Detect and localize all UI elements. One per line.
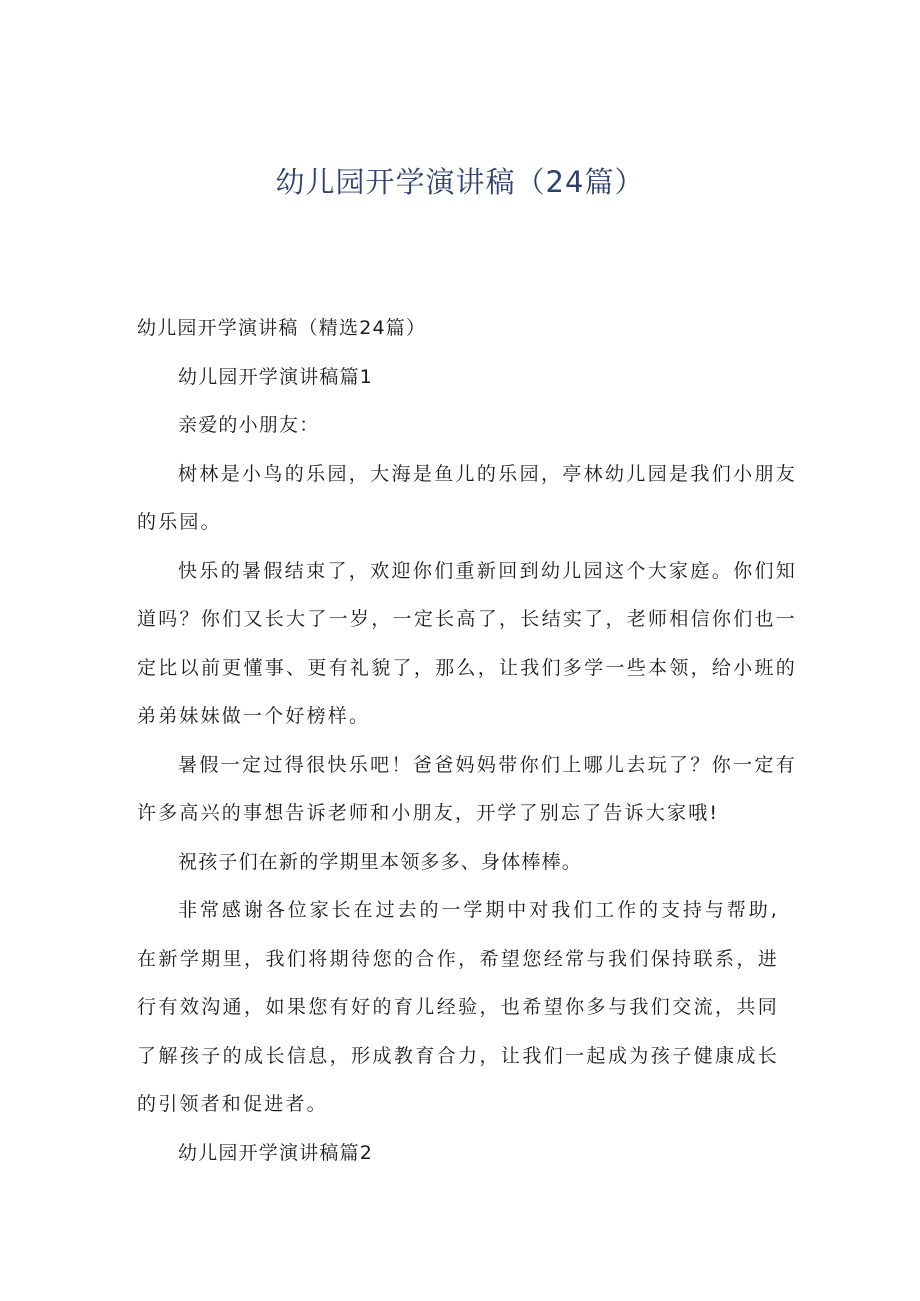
document-subtitle: 幼儿园开学演讲稿（精选24篇）: [137, 317, 427, 339]
paragraph: 暑假一定过得很快乐吧！爸爸妈妈带你们上哪儿去玩了？你一定有许多高兴的事想告诉老师和小朋友，开学了别忘了告诉大家哦!: [137, 753, 797, 824]
section-heading-2: 幼儿园开学演讲稿篇2: [178, 1141, 374, 1164]
greeting: 亲爱的小朋友：: [178, 414, 320, 436]
section-heading-1: 幼儿园开学演讲稿篇1: [178, 365, 374, 388]
paragraph: 祝孩子们在新的学期里本领多多、身体棒棒。: [178, 850, 583, 873]
paragraph: 非常感谢各位家长在过去的一学期中对我们工作的支持与帮助,在新学期里，我们将期待您的合作，希望您经常与我们保持联系，进行有效沟通，如果您有好的育儿经验，也希望你多与我们交流，共同了解孩子的成长信息，形成教育合力，让我们一起成为孩子健康成长的引领者和促进者。: [137, 899, 779, 1115]
document-body: [137, 304, 797, 1177]
paragraph: 快乐的暑假结束了，欢迎你们重新回到幼儿园这个大家庭。你们知道吗？你们又长大了一岁，一定长高了，长结实了，老师相信你们也一定比以前更懂事、更有礼貌了，那么，让我们多学一些本领，给小班的弟弟妹妹做一个好榜样。: [137, 559, 797, 727]
document-title: 幼儿园开学演讲稿（24篇）: [275, 165, 645, 199]
paragraph: 树林是小鸟的乐园，大海是鱼儿的乐园，亭林幼儿园是我们小朋友的乐园。: [137, 462, 797, 533]
